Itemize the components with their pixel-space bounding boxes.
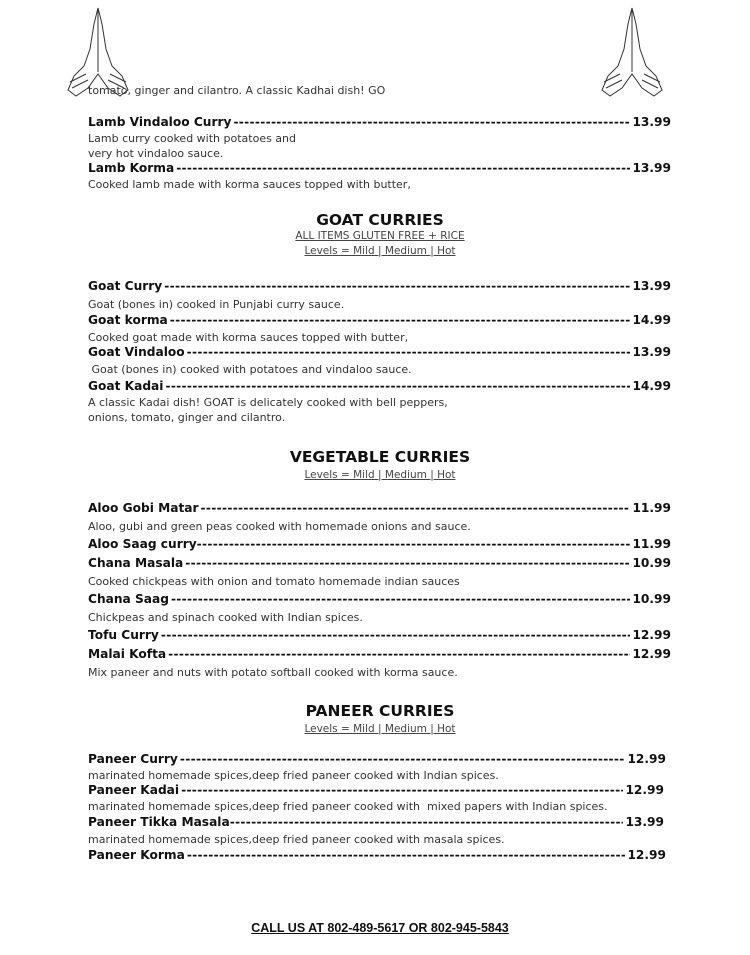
item-name: Paneer Tikka Masala (88, 815, 230, 829)
item-price: 10.99 (632, 592, 671, 606)
dot-leader (165, 379, 630, 394)
item-description: A classic Kadai dish! GOAT is delicately cooked with bell peppers, (88, 396, 448, 409)
dot-leader (176, 161, 630, 176)
menu-item (88, 115, 671, 130)
menu-item (88, 647, 671, 662)
item-description: marinated homemade spices,deep fried paneer cooked with mixed papers with Indian spices. (88, 800, 608, 813)
item-description: onions, tomato, ginger and cilantro. (88, 411, 286, 424)
section-levels: Levels = Mild | Medium | Hot (304, 723, 456, 735)
item-description: marinated homemade spices,deep fried paneer cooked with Indian spices. (88, 769, 499, 782)
item-name: Goat Vindaloo (88, 345, 185, 359)
item-description: marinated homemade spices,deep fried paneer cooked with masala spices. (88, 833, 505, 846)
section-title: VEGETABLE CURRIES (289, 448, 471, 466)
menu-item (88, 815, 664, 830)
section-note: ALL ITEMS GLUTEN FREE + RICE (295, 230, 465, 242)
item-description: Cooked goat made with korma sauces topped with butter, (88, 331, 409, 344)
item-description: Lamb curry cooked with potatoes and (88, 132, 297, 145)
dot-leader (187, 848, 626, 863)
item-description: Goat (bones in) cooked with potatoes and vindaloo sauce. (88, 363, 412, 376)
item-price: 14.99 (632, 379, 671, 393)
item-name: Chana Saag (88, 592, 169, 606)
intro-line: tomato, ginger and cilantro. A classic Kadhai dish! GO (88, 84, 386, 97)
menu-item (88, 783, 664, 798)
item-price: 10.99 (632, 556, 671, 570)
section-title: PANEER CURRIES (305, 702, 455, 720)
praying-hands-icon (598, 4, 668, 98)
dot-leader (161, 628, 631, 643)
item-price: 11.99 (632, 501, 671, 515)
menu-item (88, 848, 666, 863)
menu-item (88, 752, 666, 767)
item-price: 12.99 (627, 848, 666, 862)
menu-item (88, 313, 671, 328)
item-name: Lamb Vindaloo Curry (88, 115, 232, 129)
dot-leader (171, 592, 630, 607)
item-price: 11.99 (632, 537, 671, 551)
menu-item (88, 161, 671, 176)
item-name: Paneer Curry (88, 752, 178, 766)
item-price: 13.99 (632, 115, 671, 129)
menu-item (88, 556, 671, 571)
dot-leader (164, 279, 630, 294)
dot-leader (168, 647, 630, 662)
item-price: 12.99 (627, 752, 666, 766)
item-description: Goat (bones in) cooked in Punjabi curry sauce. (88, 298, 345, 311)
dot-leader (233, 115, 630, 130)
item-description: Aloo, gubi and green peas cooked with homemade onions and sauce. (88, 520, 471, 533)
item-price: 12.99 (632, 628, 671, 642)
item-price: 13.99 (632, 161, 671, 175)
section-levels: Levels = Mild | Medium | Hot (304, 245, 456, 257)
section-title: GOAT CURRIES (316, 211, 444, 229)
item-price: 13.99 (632, 345, 671, 359)
menu-item (88, 537, 671, 552)
item-name: Goat Curry (88, 279, 163, 293)
menu-item (88, 279, 671, 294)
dot-leader (197, 537, 631, 552)
menu-item (88, 592, 671, 607)
item-description: Cooked chickpeas with onion and tomato homemade indian sauces (88, 575, 460, 588)
item-price: 14.99 (632, 313, 671, 327)
dot-leader (181, 783, 623, 798)
dot-leader (187, 345, 631, 360)
item-name: Lamb Korma (88, 161, 175, 175)
item-name: Paneer Kadai (88, 783, 180, 797)
dot-leader (170, 313, 631, 328)
dot-leader (201, 501, 631, 516)
item-name: Goat Kadai (88, 379, 164, 393)
item-name: Aloo Gobi Matar (88, 501, 199, 515)
menu-item (88, 501, 671, 516)
item-price: 12.99 (632, 647, 671, 661)
call-us-phone: CALL US AT 802-489-5617 OR 802-945-5843 (251, 921, 509, 935)
item-price: 13.99 (625, 815, 664, 829)
dot-leader (185, 556, 630, 571)
section-levels: Levels = Mild | Medium | Hot (304, 469, 456, 481)
item-description: Chickpeas and spinach cooked with Indian spices. (88, 611, 363, 624)
item-name: Paneer Korma (88, 848, 185, 862)
item-name: Chana Masala (88, 556, 184, 570)
item-name: Aloo Saag curry (88, 537, 197, 551)
menu-item (88, 628, 671, 643)
menu-item (88, 379, 671, 394)
item-description: Cooked lamb made with korma sauces topped with butter, (88, 178, 411, 191)
item-price: 12.99 (625, 783, 664, 797)
item-name: Tofu Curry (88, 628, 159, 642)
dot-leader (230, 815, 624, 830)
item-price: 13.99 (632, 279, 671, 293)
menu-item (88, 345, 671, 360)
item-name: Malai Kofta (88, 647, 167, 661)
item-description: Mix paneer and nuts with potato softball cooked with korma sauce. (88, 666, 458, 679)
item-name: Goat korma (88, 313, 168, 327)
dot-leader (180, 752, 626, 767)
item-description: very hot vindaloo sauce. (88, 147, 224, 160)
